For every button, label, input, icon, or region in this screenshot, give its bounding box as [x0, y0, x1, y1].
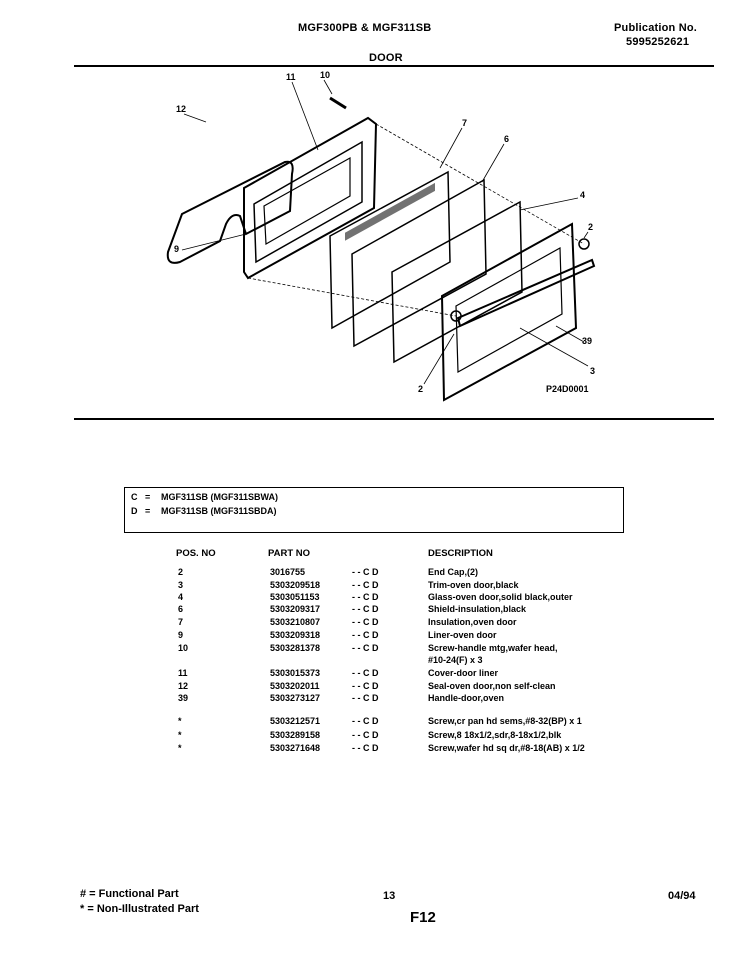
row-description: Insulation,oven door: [428, 617, 517, 627]
row-description: Screw,8 18x1/2,sdr,8-18x1/2,blk: [428, 730, 562, 740]
row-part-no: 5303015373: [270, 668, 321, 678]
functional-part-note: # = Functional Part: [80, 888, 179, 900]
door-seal-shape: [168, 162, 293, 263]
callout-39: 39: [582, 336, 593, 346]
row-pos-no: *: [178, 716, 182, 726]
row-model-columns: - - C D: [352, 643, 379, 653]
callout-4: 4: [580, 190, 586, 200]
diagram-bottom-rule: [74, 418, 714, 420]
publication-number: 5995252621: [626, 36, 690, 48]
row-description: Seal-oven door,non self-clean: [428, 681, 556, 691]
section-title: DOOR: [369, 52, 403, 64]
row-description: Cover-door liner: [428, 668, 499, 678]
row-model-columns: - - C D: [352, 668, 379, 678]
header-pos-no: POS. NO: [176, 548, 216, 559]
shield-shape: [352, 180, 486, 346]
callout-6: 6: [504, 134, 510, 144]
row-model-columns: - - C D: [352, 743, 379, 753]
row-pos-no: *: [178, 730, 182, 740]
row-model-columns: - - C D: [352, 592, 379, 602]
header-description: DESCRIPTION: [428, 548, 493, 559]
row-description: Liner-oven door: [428, 630, 497, 640]
callout-12: 12: [176, 104, 187, 114]
callout-9: 9: [174, 244, 180, 254]
header-part-no: PART NO: [268, 548, 311, 559]
row-model-columns: - - C D: [352, 567, 379, 577]
row-part-no: 5303209317: [270, 604, 321, 614]
row-model-columns: - - C D: [352, 630, 379, 640]
row-pos-no: 6: [178, 604, 184, 614]
row-part-no: 5303212571: [270, 716, 321, 726]
row-description: Screw,wafer hd sq dr,#8-18(AB) x 1/2: [428, 743, 585, 753]
model-title: MGF300PB & MGF311SB: [298, 22, 432, 34]
row-description: Screw,cr pan hd sems,#8-32(BP) x 1: [428, 716, 582, 726]
callout-2-right: 2: [588, 222, 594, 232]
row-pos-no: 2: [178, 567, 184, 577]
row-part-no: 5303209318: [270, 630, 321, 640]
row-pos-no: 10: [178, 643, 189, 653]
non-illustrated-note: * = Non-Illustrated Part: [80, 903, 199, 915]
row-model-columns: - - C D: [352, 681, 379, 691]
row-description: End Cap,(2): [428, 567, 479, 577]
legend-row-c: C = MGF311SB (MGF311SBWA): [131, 492, 279, 502]
row-model-columns: - - C D: [352, 716, 379, 726]
row-pos-no: 11: [178, 668, 188, 678]
row-model-columns: - - C D: [352, 580, 379, 590]
row-model-columns: - - C D: [352, 730, 379, 740]
row-part-no: 5303210807: [270, 617, 321, 627]
row-pos-no: 7: [178, 617, 184, 627]
row-description: Trim-oven door,black: [428, 580, 519, 590]
row-pos-no: 3: [178, 580, 184, 590]
row-description-cont: #10-24(F) x 3: [428, 655, 483, 665]
row-part-no: 5303271648: [270, 743, 321, 753]
row-pos-no: 9: [178, 630, 184, 640]
row-part-no: 5303289158: [270, 730, 321, 740]
callout-11: 11: [286, 72, 296, 82]
callout-10: 10: [320, 70, 331, 80]
row-part-no: 3016755: [270, 567, 306, 577]
page-code: F12: [410, 909, 436, 926]
row-description: Glass-oven door,solid black,outer: [428, 592, 573, 602]
page-number: 13: [383, 890, 396, 902]
row-part-no: 5303051153: [270, 592, 320, 602]
row-part-no: 5303273127: [270, 693, 321, 703]
row-pos-no: 39: [178, 693, 189, 703]
row-part-no: 5303209518: [270, 580, 321, 590]
publication-label: Publication No.: [614, 22, 698, 34]
diagram-code: P24D0001: [546, 384, 589, 394]
row-description: Shield-insulation,black: [428, 604, 527, 614]
row-description: Handle-door,oven: [428, 693, 505, 703]
callout-2-left: 2: [418, 384, 424, 394]
row-part-no: 5303281378: [270, 643, 321, 653]
row-pos-no: 4: [178, 592, 184, 602]
legend-row-d: D = MGF311SB (MGF311SBDA): [131, 506, 277, 516]
row-part-no: 5303202011: [270, 681, 320, 691]
row-pos-no: *: [178, 743, 182, 753]
row-model-columns: - - C D: [352, 617, 379, 627]
row-description: Screw-handle mtg,wafer head,: [428, 643, 558, 653]
row-model-columns: - - C D: [352, 693, 379, 703]
model-legend: [124, 487, 624, 533]
exploded-door-diagram: [0, 66, 750, 416]
row-pos-no: 12: [178, 681, 189, 691]
revision-date: 04/94: [668, 890, 696, 902]
row-model-columns: - - C D: [352, 604, 379, 614]
callout-7: 7: [462, 118, 468, 128]
callout-3: 3: [590, 366, 596, 376]
